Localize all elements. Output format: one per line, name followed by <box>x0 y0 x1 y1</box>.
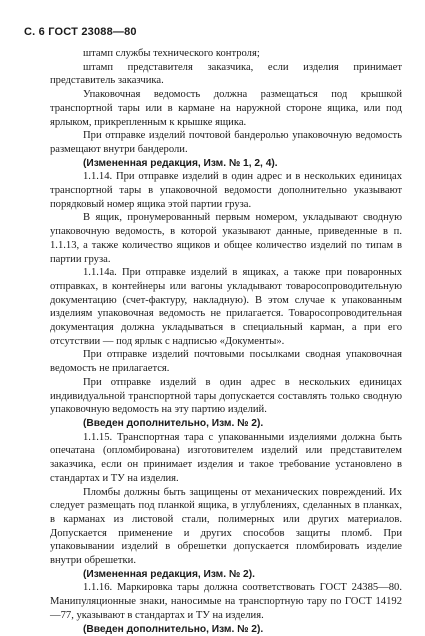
document-body <box>50 47 402 636</box>
paragraph: При отправке изделий почтовыми посылками сводная упаковочная ведомость не прилагается. <box>50 349 402 375</box>
paragraph: При отправке изделий в один адрес в нескольких единицах индивидуальной транспортной тары допускается составлять только сводную упаковочную ведомость на эту партию изделий. <box>50 376 402 416</box>
amendment-note: (Измененная редакция, Изм. № 2). <box>83 568 255 580</box>
page-header: С. 6 ГОСТ 23088—80 <box>24 26 137 38</box>
paragraph: Упаковочная ведомость должна размещаться под крышкой транспортной тары или в кармане на наружной стороне ящика, или под ярлыком, прикрепленным к крышке ящика. <box>50 89 402 128</box>
paragraph: 1.1.15. Транспортная тара с упакованными изделиями должна быть опечатана (опломбирована) изготовителем изделий или представителем заказчика, если он принимает изделия и такое требование установлено в стандартах и ТУ на изделия. <box>50 431 402 484</box>
paragraph: 1.1.14. При отправке изделий в один адрес и в нескольких единицах транспортной тары в упаковочной ведомости дополнительно указывают порядковый номер ящика этой партии груза. <box>50 171 402 210</box>
paragraph: штамп службы технического контроля; <box>83 48 260 59</box>
paragraph: 1.1.16. Маркировка тары должна соответствовать ГОСТ 24385—80. Манипуляционные знаки, наносимые на транспортную тару по ГОСТ 14192—77, указывают в стандартах и ТУ на изделия. <box>50 582 402 621</box>
amendment-note: (Измененная редакция, Изм. № 1, 2, 4). <box>83 157 278 169</box>
paragraph: В ящик, пронумерованный первым номером, укладывают сводную упаковочную ведомость, в которой указывают данные, приведенные в п. 1.1.13, а также количество ящиков и общее количество изделий по типам в партии груза. <box>50 212 402 265</box>
paragraph: При отправке изделий почтовой бандеролью упаковочную ведомость размещают внутри бандероли. <box>50 130 402 155</box>
amendment-note: (Введен дополнительно, Изм. № 2). <box>83 417 264 429</box>
amendment-note: (Введен дополнительно, Изм. № 2). <box>83 623 264 635</box>
paragraph: Пломбы должны быть защищены от механических повреждений. Их следует размещать под планкой ящика, в углублениях, сделанных в планках, в карманах из листовой стали, полимерных или других материалов. Допускается применение и других способов защиты пломб. При упаковывании изделий в обрешетки допускается пломбировать изделие внутри обрешетки. <box>50 486 402 567</box>
paragraph: штамп представителя заказчика, если изделия принимает представитель заказчика. <box>50 61 402 87</box>
paragraph: 1.1.14а. При отправке изделий в ящиках, а также при поваронных отправках, в контейнеры или вагоны укладывают товаросопроводительную документацию (счет-фактуру, накладную). В этом случае к упакованным изделиям упаковочная ведомость не прилагается. Товаросопроводительная документация должна укладываться в специальный карман, а при его отсутствии — под ярлык с надписью «Документы». <box>50 267 402 347</box>
